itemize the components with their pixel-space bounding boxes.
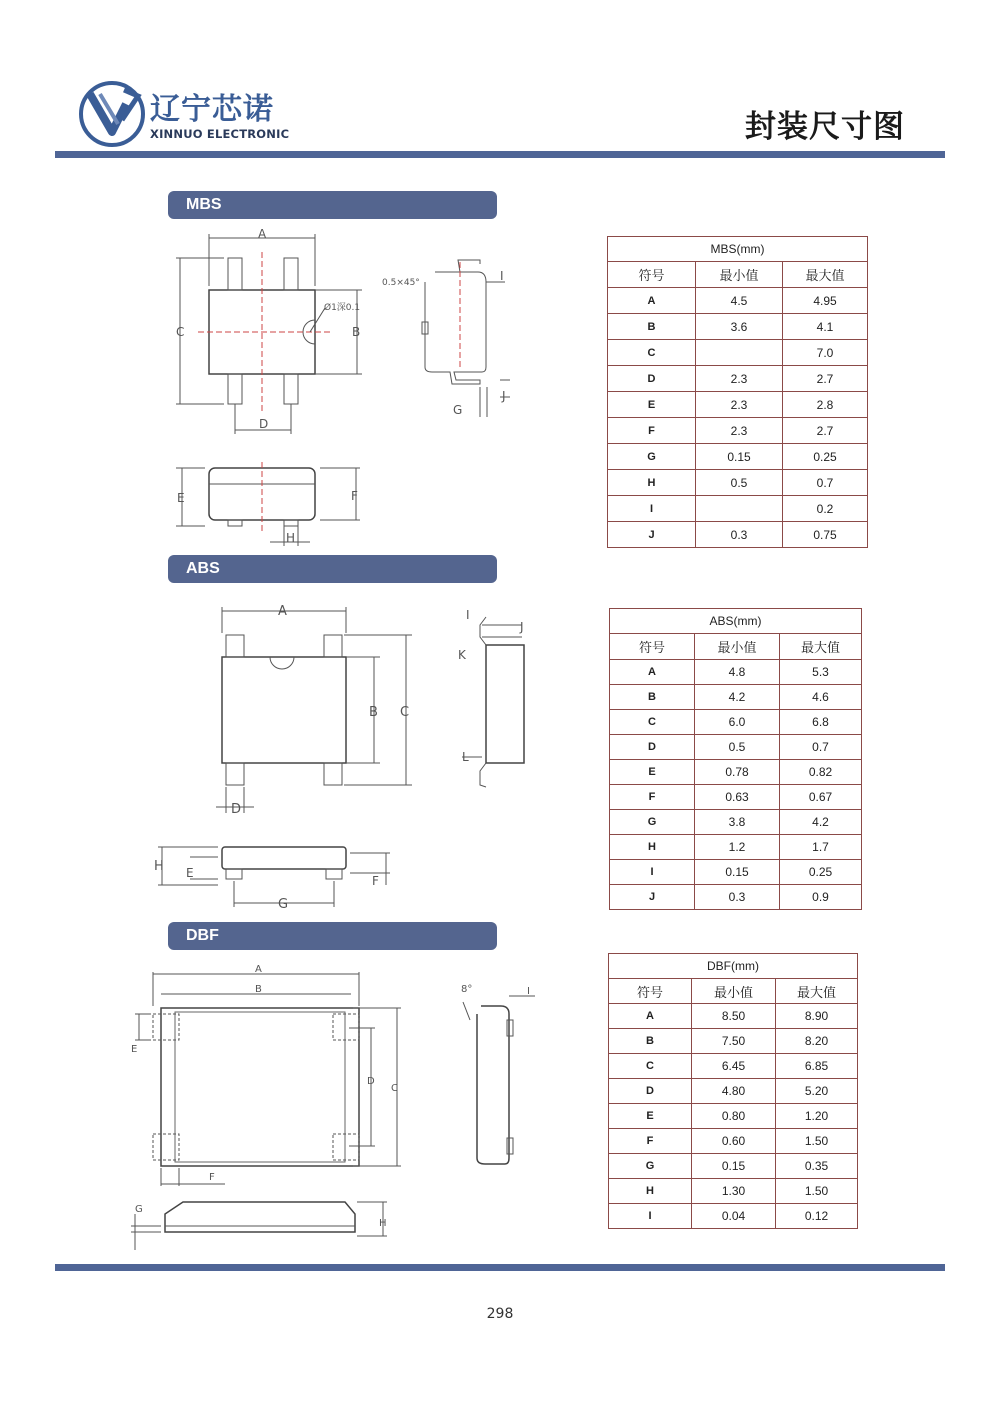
cell-max: 1.20 bbox=[776, 1104, 858, 1129]
cell-min: 1.30 bbox=[692, 1179, 776, 1204]
table-row bbox=[610, 860, 862, 885]
dim-label-c: C bbox=[400, 705, 410, 720]
cell-symbol: D bbox=[609, 1079, 692, 1104]
cell-symbol: A bbox=[608, 288, 696, 314]
cell-max: 0.67 bbox=[780, 785, 862, 810]
col-header-min: 最小值 bbox=[692, 979, 776, 1004]
table-caption: ABS(mm) bbox=[610, 609, 862, 634]
cell-symbol: D bbox=[610, 735, 695, 760]
dim-label-e: E bbox=[177, 491, 185, 505]
table-row bbox=[609, 1079, 858, 1104]
logo-english-name: XINNUO ELECTRONIC bbox=[150, 127, 290, 141]
cell-min bbox=[696, 496, 783, 522]
table-row bbox=[609, 1129, 858, 1154]
table-row bbox=[609, 1029, 858, 1054]
cell-symbol: A bbox=[610, 660, 695, 685]
cell-symbol: F bbox=[608, 418, 696, 444]
cell-max: 2.7 bbox=[783, 418, 868, 444]
dim-label-a: A bbox=[258, 227, 267, 241]
cell-max: 0.7 bbox=[780, 735, 862, 760]
logo-chinese-name: 辽宁芯诺 bbox=[150, 92, 274, 127]
cell-symbol: J bbox=[608, 522, 696, 548]
table-row bbox=[608, 340, 868, 366]
table-row bbox=[610, 685, 862, 710]
table-row bbox=[609, 1179, 858, 1204]
cell-max: 4.6 bbox=[780, 685, 862, 710]
cell-min: 0.15 bbox=[696, 444, 783, 470]
cell-min: 0.04 bbox=[692, 1204, 776, 1229]
dim-label-e: E bbox=[186, 866, 194, 880]
table-row bbox=[610, 660, 862, 685]
table-row bbox=[608, 288, 868, 314]
cell-symbol: B bbox=[610, 685, 695, 710]
dim-label-i: I bbox=[527, 986, 530, 997]
section-bar-abs: ABS bbox=[168, 555, 497, 583]
col-header-min: 最小值 bbox=[696, 262, 783, 288]
table-row bbox=[608, 366, 868, 392]
cell-max: 4.1 bbox=[783, 314, 868, 340]
dim-label-c: C bbox=[391, 1083, 398, 1094]
cell-min: 3.8 bbox=[695, 810, 780, 835]
cell-symbol: H bbox=[610, 835, 695, 860]
col-header-min: 最小值 bbox=[695, 634, 780, 660]
cell-max: 0.7 bbox=[783, 470, 868, 496]
table-row bbox=[608, 314, 868, 340]
table-row bbox=[610, 885, 862, 910]
dim-label-l: L bbox=[462, 750, 469, 764]
dim-label-h: H bbox=[379, 1218, 387, 1229]
cell-max: 0.9 bbox=[780, 885, 862, 910]
table-row bbox=[608, 392, 868, 418]
cell-max: 6.85 bbox=[776, 1054, 858, 1079]
dim-label-i: I bbox=[466, 608, 470, 622]
table-row bbox=[609, 1154, 858, 1179]
page-number: 298 bbox=[486, 1306, 514, 1322]
dim-label-k: K bbox=[458, 648, 466, 662]
cell-symbol: C bbox=[609, 1054, 692, 1079]
dim-label-b: B bbox=[369, 705, 378, 720]
cell-min: 4.80 bbox=[692, 1079, 776, 1104]
col-header-max: 最大值 bbox=[780, 634, 862, 660]
dim-label-f: F bbox=[372, 874, 379, 888]
cell-min: 0.5 bbox=[695, 735, 780, 760]
cell-max: 6.8 bbox=[780, 710, 862, 735]
cell-symbol: F bbox=[610, 785, 695, 810]
dim-label-h: H bbox=[286, 531, 296, 545]
cell-min: 3.6 bbox=[696, 314, 783, 340]
dim-label-j: J bbox=[502, 389, 506, 403]
cell-symbol: B bbox=[608, 314, 696, 340]
dim-label-g: G bbox=[278, 897, 289, 912]
cell-max: 0.2 bbox=[783, 496, 868, 522]
table-row bbox=[610, 760, 862, 785]
dim-label-b: B bbox=[255, 984, 262, 995]
table-row bbox=[608, 444, 868, 470]
col-header-symbol: 符号 bbox=[608, 262, 696, 288]
table-row bbox=[608, 522, 868, 548]
dim-label-d: D bbox=[231, 802, 242, 817]
cell-max: 8.20 bbox=[776, 1029, 858, 1054]
cell-min: 0.63 bbox=[695, 785, 780, 810]
note-hole: Ø1深0.1 bbox=[324, 303, 361, 313]
cell-max: 0.12 bbox=[776, 1204, 858, 1229]
cell-max: 7.0 bbox=[783, 340, 868, 366]
cell-symbol: H bbox=[609, 1179, 692, 1204]
cell-min: 7.50 bbox=[692, 1029, 776, 1054]
dim-label-d: D bbox=[367, 1076, 375, 1087]
dim-label-h: H bbox=[154, 859, 164, 874]
col-header-symbol: 符号 bbox=[609, 979, 692, 1004]
table-row bbox=[610, 710, 862, 735]
mbs-package-drawing bbox=[160, 222, 530, 552]
cell-symbol: E bbox=[610, 760, 695, 785]
cell-min: 2.3 bbox=[696, 392, 783, 418]
cell-max: 8.90 bbox=[776, 1004, 858, 1029]
col-header-max: 最大值 bbox=[783, 262, 868, 288]
table-row bbox=[609, 1104, 858, 1129]
cell-min bbox=[696, 340, 783, 366]
cell-max: 1.50 bbox=[776, 1179, 858, 1204]
cell-max: 4.2 bbox=[780, 810, 862, 835]
cell-min: 0.3 bbox=[696, 522, 783, 548]
dim-label-c: C bbox=[176, 325, 185, 339]
cell-symbol: A bbox=[609, 1004, 692, 1029]
note-chamfer: 0.5×45° bbox=[382, 278, 420, 288]
table-row bbox=[610, 810, 862, 835]
cell-symbol: G bbox=[608, 444, 696, 470]
header-divider bbox=[55, 151, 945, 158]
table-row bbox=[610, 785, 862, 810]
cell-symbol: J bbox=[610, 885, 695, 910]
table-row bbox=[610, 835, 862, 860]
dim-label-i: I bbox=[500, 269, 504, 283]
dim-label-j: J bbox=[520, 620, 524, 634]
cell-max: 5.20 bbox=[776, 1079, 858, 1104]
company-logo-icon bbox=[78, 80, 146, 148]
cell-min: 1.2 bbox=[695, 835, 780, 860]
cell-max: 1.7 bbox=[780, 835, 862, 860]
col-header-max: 最大值 bbox=[776, 979, 858, 1004]
footer-divider bbox=[55, 1264, 945, 1271]
cell-min: 8.50 bbox=[692, 1004, 776, 1029]
section-bar-mbs: MBS bbox=[168, 191, 497, 219]
table-row bbox=[609, 1004, 858, 1029]
angle-note: 8° bbox=[461, 984, 473, 995]
abs-package-drawing bbox=[150, 595, 540, 915]
cell-max: 2.8 bbox=[783, 392, 868, 418]
dim-label-g: G bbox=[453, 403, 463, 417]
cell-symbol: B bbox=[609, 1029, 692, 1054]
dim-label-d: D bbox=[259, 417, 269, 431]
cell-min: 6.0 bbox=[695, 710, 780, 735]
table-caption: MBS(mm) bbox=[608, 237, 868, 262]
cell-max: 4.95 bbox=[783, 288, 868, 314]
cell-symbol: I bbox=[609, 1204, 692, 1229]
dim-label-b: B bbox=[352, 325, 361, 339]
cell-max: 2.7 bbox=[783, 366, 868, 392]
cell-max: 0.82 bbox=[780, 760, 862, 785]
cell-symbol: E bbox=[609, 1104, 692, 1129]
cell-min: 0.15 bbox=[692, 1154, 776, 1179]
cell-symbol: G bbox=[610, 810, 695, 835]
section-bar-dbf: DBF bbox=[168, 922, 497, 950]
dim-label-a: A bbox=[255, 964, 262, 975]
table-row bbox=[609, 1054, 858, 1079]
cell-max: 5.3 bbox=[780, 660, 862, 685]
cell-max: 1.50 bbox=[776, 1129, 858, 1154]
dim-label-f: F bbox=[351, 489, 358, 503]
cell-min: 4.5 bbox=[696, 288, 783, 314]
cell-max: 0.75 bbox=[783, 522, 868, 548]
cell-min: 0.3 bbox=[695, 885, 780, 910]
cell-min: 6.45 bbox=[692, 1054, 776, 1079]
abs-dimension-table bbox=[609, 608, 862, 910]
cell-symbol: F bbox=[609, 1129, 692, 1154]
cell-min: 2.3 bbox=[696, 366, 783, 392]
cell-symbol: E bbox=[608, 392, 696, 418]
cell-symbol: C bbox=[610, 710, 695, 735]
cell-min: 2.3 bbox=[696, 418, 783, 444]
table-caption: DBF(mm) bbox=[609, 954, 858, 979]
cell-min: 0.78 bbox=[695, 760, 780, 785]
dim-label-e: E bbox=[131, 1044, 138, 1055]
table-row bbox=[608, 496, 868, 522]
cell-min: 0.5 bbox=[696, 470, 783, 496]
mbs-dimension-table bbox=[607, 236, 868, 548]
table-row bbox=[610, 735, 862, 760]
cell-symbol: C bbox=[608, 340, 696, 366]
cell-min: 0.80 bbox=[692, 1104, 776, 1129]
dim-label-g: G bbox=[135, 1204, 143, 1215]
cell-max: 0.25 bbox=[780, 860, 862, 885]
col-header-symbol: 符号 bbox=[610, 634, 695, 660]
cell-min: 4.8 bbox=[695, 660, 780, 685]
dim-label-a: A bbox=[278, 604, 287, 619]
cell-symbol: D bbox=[608, 366, 696, 392]
dim-label-f: F bbox=[209, 1172, 215, 1183]
cell-symbol: I bbox=[610, 860, 695, 885]
dbf-package-drawing bbox=[125, 958, 545, 1258]
page-title: 封装尺寸图 bbox=[745, 109, 905, 145]
table-row bbox=[608, 470, 868, 496]
table-row bbox=[609, 1204, 858, 1229]
cell-symbol: H bbox=[608, 470, 696, 496]
cell-min: 0.15 bbox=[695, 860, 780, 885]
cell-max: 0.35 bbox=[776, 1154, 858, 1179]
table-row bbox=[608, 418, 868, 444]
cell-symbol: G bbox=[609, 1154, 692, 1179]
cell-symbol: I bbox=[608, 496, 696, 522]
cell-max: 0.25 bbox=[783, 444, 868, 470]
dbf-dimension-table bbox=[608, 953, 858, 1229]
cell-min: 4.2 bbox=[695, 685, 780, 710]
cell-min: 0.60 bbox=[692, 1129, 776, 1154]
